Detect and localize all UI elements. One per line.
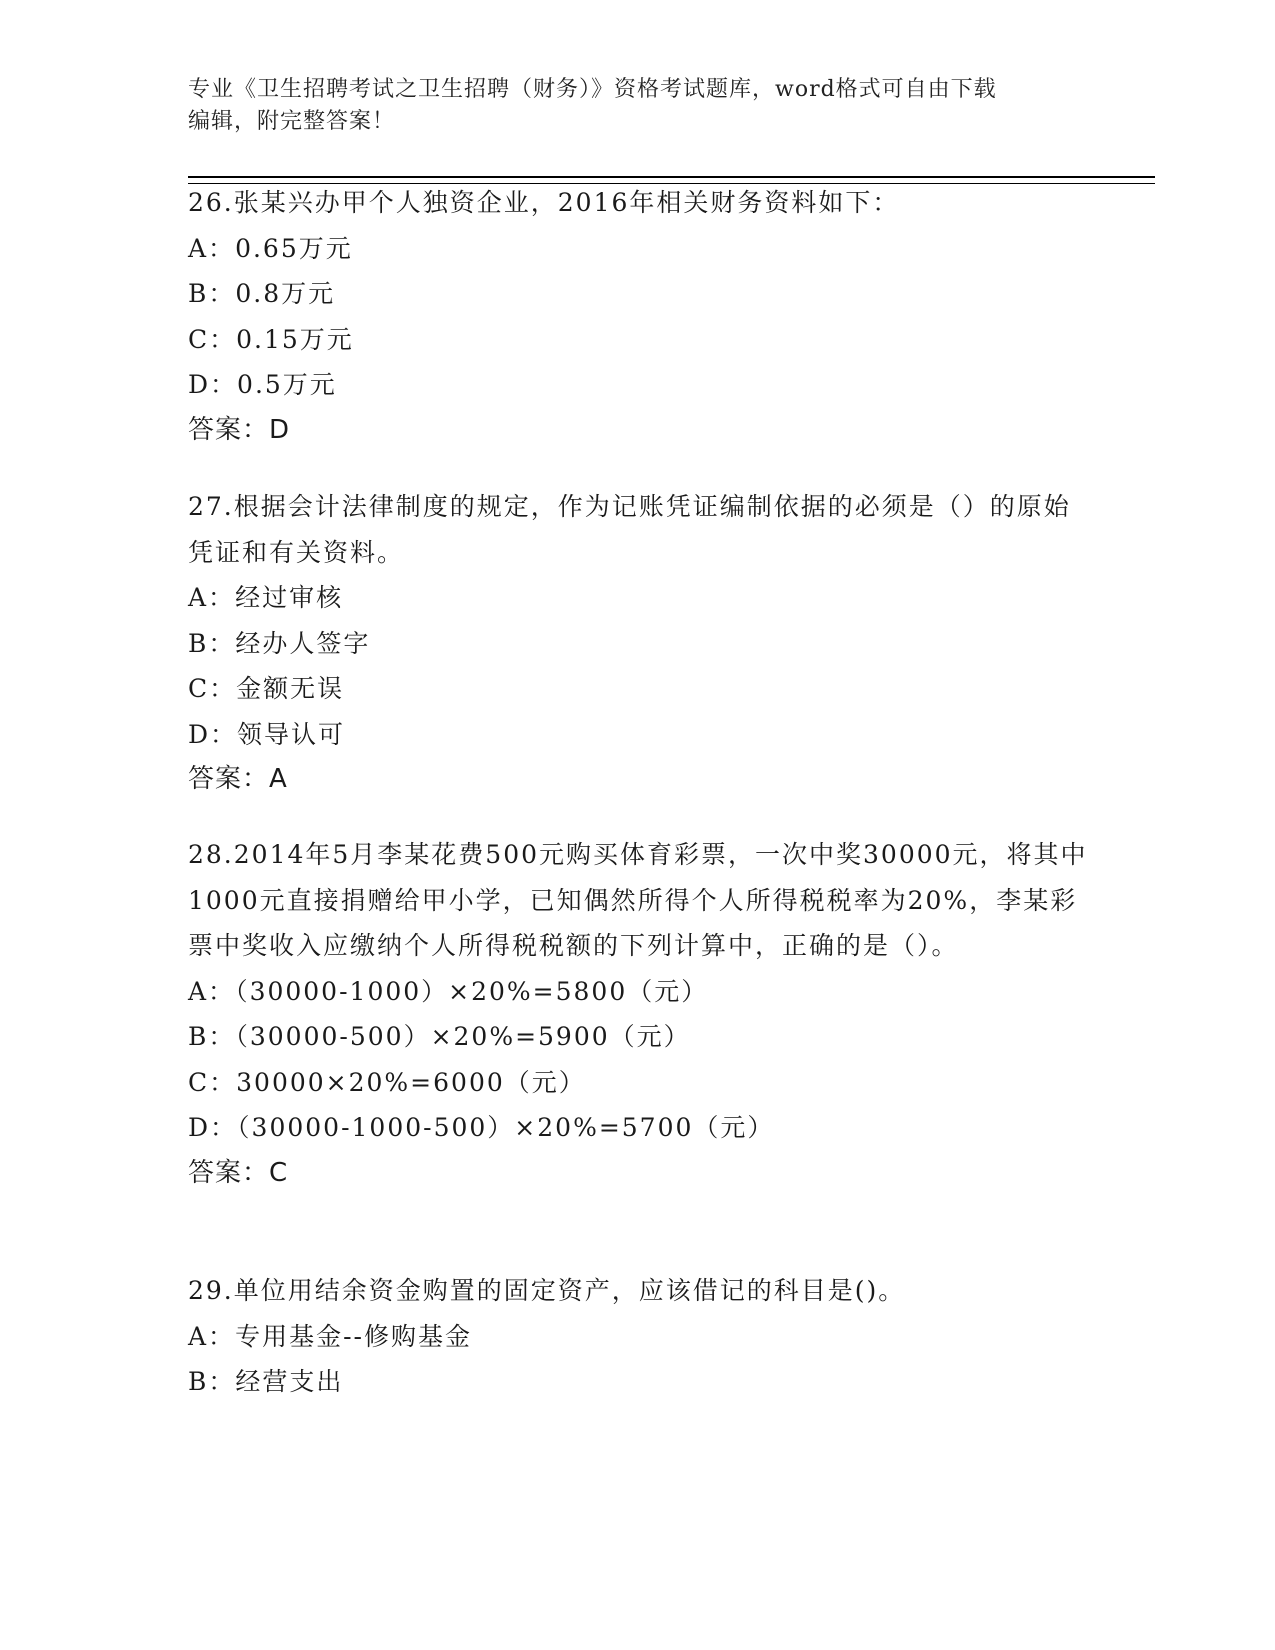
option-text: 0.5万元 <box>237 370 337 399</box>
answer-line <box>188 757 1088 803</box>
option-b <box>188 1359 1088 1405</box>
question-27 <box>188 484 1088 803</box>
option-label: D： <box>188 719 238 749</box>
option-b <box>188 1014 1088 1060</box>
option-label: D： <box>188 1113 238 1142</box>
option-a <box>188 575 1088 621</box>
question-28 <box>188 832 1088 1196</box>
option-text: （30000-500）×20%=5900（元） <box>235 1022 691 1051</box>
question-stem: 27.根据会计法律制度的规定，作为记账凭证编制依据的必须是（）的原始凭证和有关资料。 <box>188 492 1071 567</box>
option-text: 经营支出 <box>235 1367 344 1396</box>
option-text: 金额无误 <box>236 674 345 703</box>
option-text: 专用基金--修购基金 <box>235 1321 472 1351</box>
option-d <box>188 362 1088 408</box>
answer-label: 答案： <box>188 1157 270 1188</box>
answer-line <box>188 408 1088 454</box>
option-label: A： <box>188 1321 236 1351</box>
header-line-2: 编辑，附完整答案！ <box>188 109 396 134</box>
option-text: 30000×20%=6000（元） <box>236 1067 586 1097</box>
option-text: （30000-1000-500）×20%=5700（元） <box>237 1113 775 1142</box>
header-line-1: 专业《卫生招聘考试之卫生招聘（财务）》资格考试题库，word格式可自由下载 <box>188 77 997 102</box>
option-b <box>188 621 1088 667</box>
option-text: 0.15万元 <box>236 324 354 354</box>
question-stem: 26.张某兴办甲个人独资企业，2016年相关财务资料如下： <box>188 188 900 217</box>
option-label: C： <box>188 1067 237 1097</box>
option-label: D： <box>188 370 238 399</box>
option-label: B： <box>188 279 236 308</box>
header-divider-thick <box>188 176 1155 178</box>
option-d <box>188 712 1088 758</box>
option-label: B： <box>188 1367 236 1396</box>
option-a <box>188 1314 1088 1360</box>
answer-value: A <box>269 764 288 794</box>
option-text: （30000-1000）×20%=5800（元） <box>235 976 709 1006</box>
answer-label: 答案： <box>188 764 270 794</box>
option-text: 经办人签字 <box>235 628 371 658</box>
question-26 <box>188 180 1088 453</box>
option-c <box>188 1060 1088 1106</box>
option-label: A： <box>188 233 236 263</box>
answer-value: D <box>269 414 291 445</box>
option-d <box>188 1105 1088 1151</box>
option-label: B： <box>188 1022 236 1051</box>
question-stem: 28.2014年5月李某花费500元购买体育彩票，一次中奖30000元，将其中1000元直接捐赠给甲小学，已知偶然所得个人所得税税率为20%，李某彩票中奖收入应缴纳个人所得税税额的下列计算中，正确的是（）。 <box>188 840 1088 960</box>
option-text: 领导认可 <box>237 719 346 749</box>
option-a <box>188 969 1088 1015</box>
option-label: C： <box>188 324 237 354</box>
option-b <box>188 271 1088 317</box>
option-label: B： <box>188 628 236 658</box>
option-c <box>188 317 1088 363</box>
option-a <box>188 226 1088 272</box>
document-header <box>188 74 1088 138</box>
option-c <box>188 666 1088 712</box>
answer-label: 答案： <box>188 414 270 445</box>
option-label: C： <box>188 674 237 703</box>
question-stem: 29.单位用结余资金购置的固定资产，应该借记的科目是()。 <box>188 1276 906 1305</box>
option-text: 0.65万元 <box>235 233 353 263</box>
option-label: A： <box>188 583 236 612</box>
question-29 <box>188 1268 1088 1405</box>
answer-value: C <box>269 1157 289 1188</box>
option-label: A： <box>188 976 236 1006</box>
option-text: 0.8万元 <box>235 279 336 308</box>
answer-line <box>188 1151 1088 1197</box>
option-text: 经过审核 <box>235 583 344 612</box>
